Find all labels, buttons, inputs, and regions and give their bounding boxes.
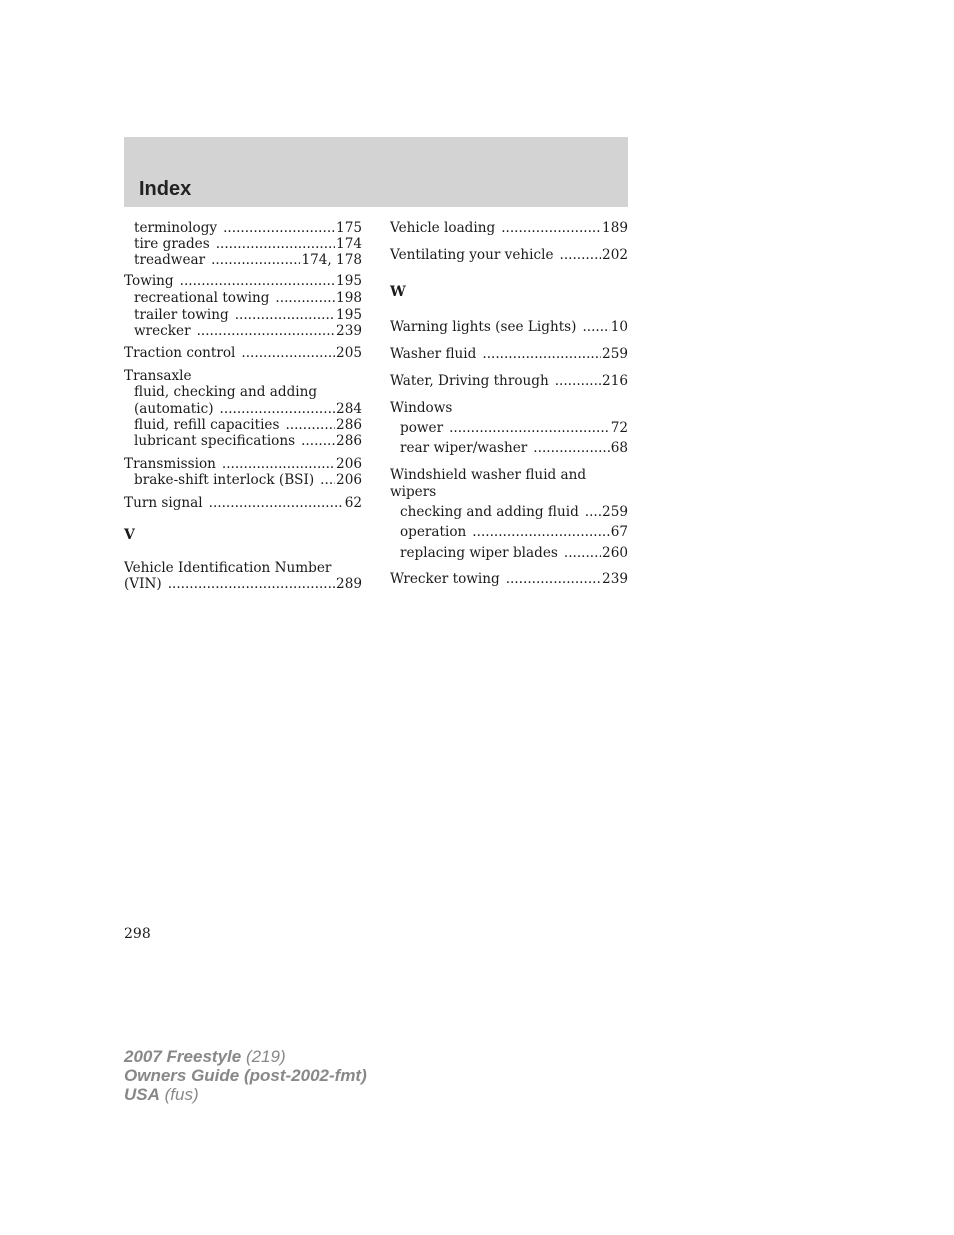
footer-imprint: [124, 1047, 367, 1104]
index-entry: Windshield washer fluid and: [390, 467, 587, 483]
footer-line-2: Owners Guide (post-2002-fmt): [124, 1066, 367, 1085]
index-entry: power ..... 72: [390, 420, 628, 436]
index-entry: rear wiper/washer ..... 68: [390, 440, 628, 456]
index-column-right: [390, 220, 628, 587]
index-column-left: [124, 220, 362, 592]
index-entry: Traction control ..... 205: [124, 345, 362, 361]
section-letter-w: W: [390, 284, 406, 300]
footer-line-1: 2007 Freestyle (219): [124, 1047, 286, 1066]
index-entry: (VIN) ..... 289: [124, 576, 362, 592]
index-entry: Ventilating your vehicle ..... 202: [390, 247, 628, 263]
index-entry: Towing ..... 195: [124, 273, 362, 289]
header-band: [124, 137, 628, 207]
index-entry: replacing wiper blades ..... 260: [390, 545, 628, 561]
index-entry: trailer towing ..... 195: [124, 307, 362, 323]
index-entry: lubricant specifications ..... 286: [124, 433, 362, 449]
index-entry: wipers: [390, 484, 437, 500]
index-entry: recreational towing ..... 198: [124, 290, 362, 306]
index-entry: Water, Driving through ..... 216: [390, 373, 628, 389]
index-entry: Transmission ..... 206: [124, 456, 362, 472]
index-entry: (automatic) ..... 284: [124, 401, 362, 417]
index-entry: Transaxle: [124, 368, 192, 384]
index-entry: wrecker ..... 239: [124, 323, 362, 339]
index-entry: terminology ..... 175: [124, 220, 362, 236]
index-entry: operation ..... 67: [390, 524, 628, 540]
index-entry: Windows: [390, 400, 453, 416]
index-entry: Vehicle Identification Number: [124, 560, 332, 576]
index-entry: fluid, checking and adding: [134, 384, 318, 400]
index-entry: Turn signal ..... 62: [124, 495, 362, 511]
page-number: 298: [124, 926, 151, 942]
index-entry: brake-shift interlock (BSI) ..... 206: [124, 472, 362, 488]
page-title: Index: [139, 178, 192, 200]
index-entry: treadwear ..... 174, 178: [124, 252, 362, 268]
index-entry: fluid, refill capacities ..... 286: [124, 417, 362, 433]
index-entry: Washer fluid ..... 259: [390, 346, 628, 362]
section-letter-v: V: [124, 527, 135, 543]
index-entry: checking and adding fluid ..... 259: [390, 504, 628, 520]
index-entry: Vehicle loading ..... 189: [390, 220, 628, 236]
index-entry: tire grades ..... 174: [124, 236, 362, 252]
footer-line-3: USA (fus): [124, 1085, 199, 1104]
index-entry: Warning lights (see Lights) ..... 10: [390, 319, 628, 335]
index-entry: Wrecker towing ..... 239: [390, 571, 628, 587]
